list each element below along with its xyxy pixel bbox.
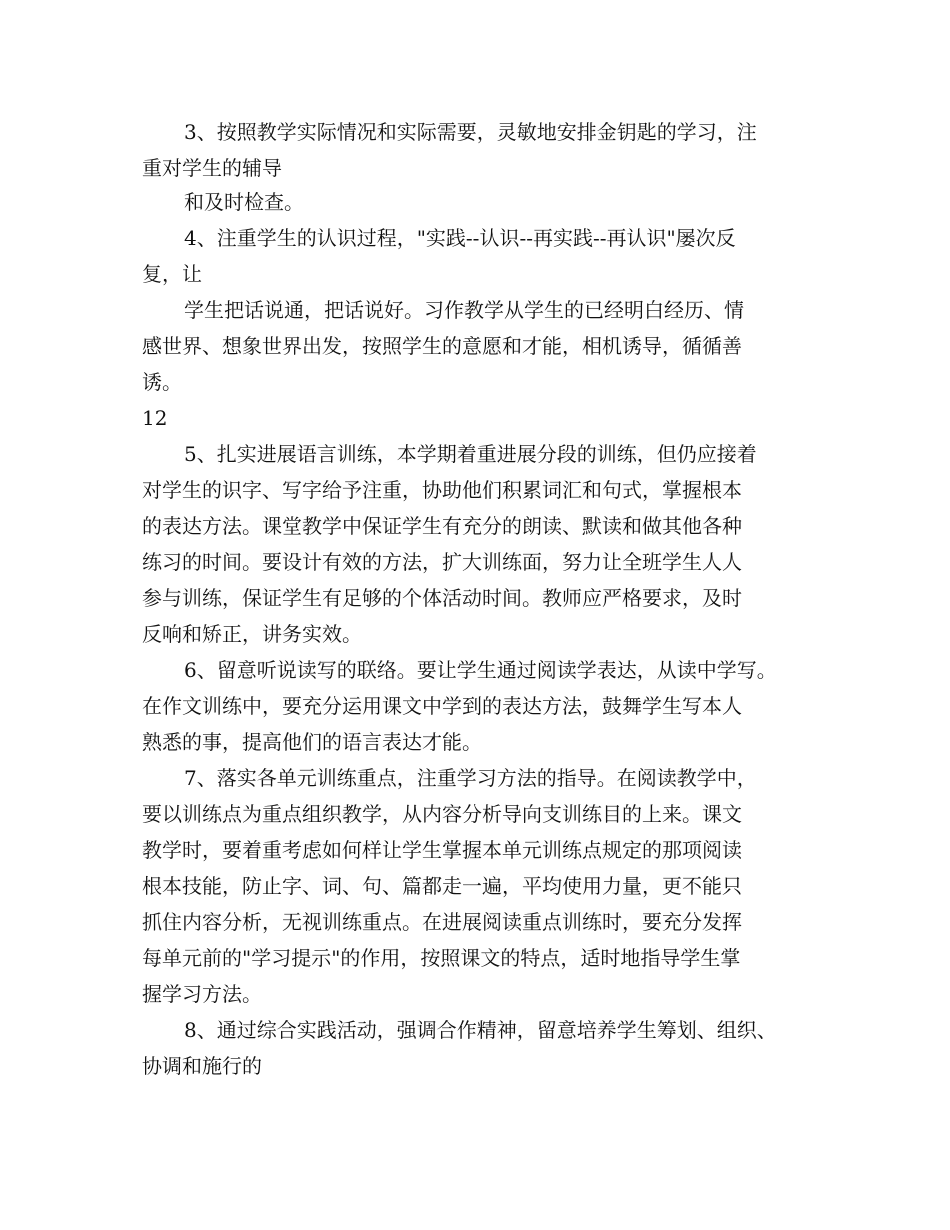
text-line: 要以训练点为重点组织教学，从内容分析导向支训练目的上来。课文 [142,802,742,826]
text-line: 教学时，要着重考虑如何样让学生掌握本单元训练点规定的那项阅读 [142,838,742,862]
text-line: 根本技能，防止字、词、句、篇都走一遍，平均使用力量，更不能只 [142,874,742,898]
text-line: 和及时检查。 [184,190,304,214]
text-line: 诱。 [142,370,182,394]
text-line: 重对学生的辅导 [142,156,282,180]
text-line: 感世界、想象世界出发，按照学生的意愿和才能，相机诱导，循循善 [142,334,742,358]
text-line: 3、按照教学实际情况和实际需要，灵敏地安排金钥匙的学习，注 [184,120,757,144]
text-line: 4、注重学生的认识过程，"实践--认识--再实践--再认识"屡次反 [184,226,736,250]
text-line: 7、落实各单元训练重点，注重学习方法的指导。在阅读教学中， [184,766,757,790]
text-line: 6、留意听说读写的联络。要让学生通过阅读学表达，从读中学写。 [184,658,777,682]
text-line: 熟悉的事，提高他们的语言表达才能。 [142,730,482,754]
text-line: 参与训练，保证学生有足够的个体活动时间。教师应严格要求，及时 [142,586,742,610]
text-line: 每单元前的"学习提示"的作用，按照课文的特点，适时地指导学生掌 [142,946,741,970]
text-line: 抓住内容分析，无视训练重点。在进展阅读重点训练时，要充分发挥 [142,910,742,934]
text-line: 的表达方法。课堂教学中保证学生有充分的朗读、默读和做其他各种 [142,514,742,538]
text-line: 学生把话说通，把话说好。习作教学从学生的已经明白经历、情 [184,298,744,322]
text-line: 反响和矫正，讲务实效。 [142,622,362,646]
text-line: 对学生的识字、写字给予注重，协助他们积累词汇和句式，掌握根本 [142,478,742,502]
text-line: 5、扎实进展语言训练，本学期着重进展分段的训练，但仍应接着 [184,442,757,466]
text-line: 握学习方法。 [142,982,262,1006]
text-line: 复，让 [142,262,202,286]
text-line: 在作文训练中，要充分运用课文中学到的表达方法，鼓舞学生写本人 [142,694,742,718]
text-line: 8、通过综合实践活动，强调合作精神，留意培养学生筹划、组织、 [184,1018,777,1042]
text-line: 协调和施行的 [142,1054,262,1078]
text-line: 练习的时间。要设计有效的方法，扩大训练面，努力让全班学生人人 [142,550,742,574]
page-number: 12 [142,406,168,430]
